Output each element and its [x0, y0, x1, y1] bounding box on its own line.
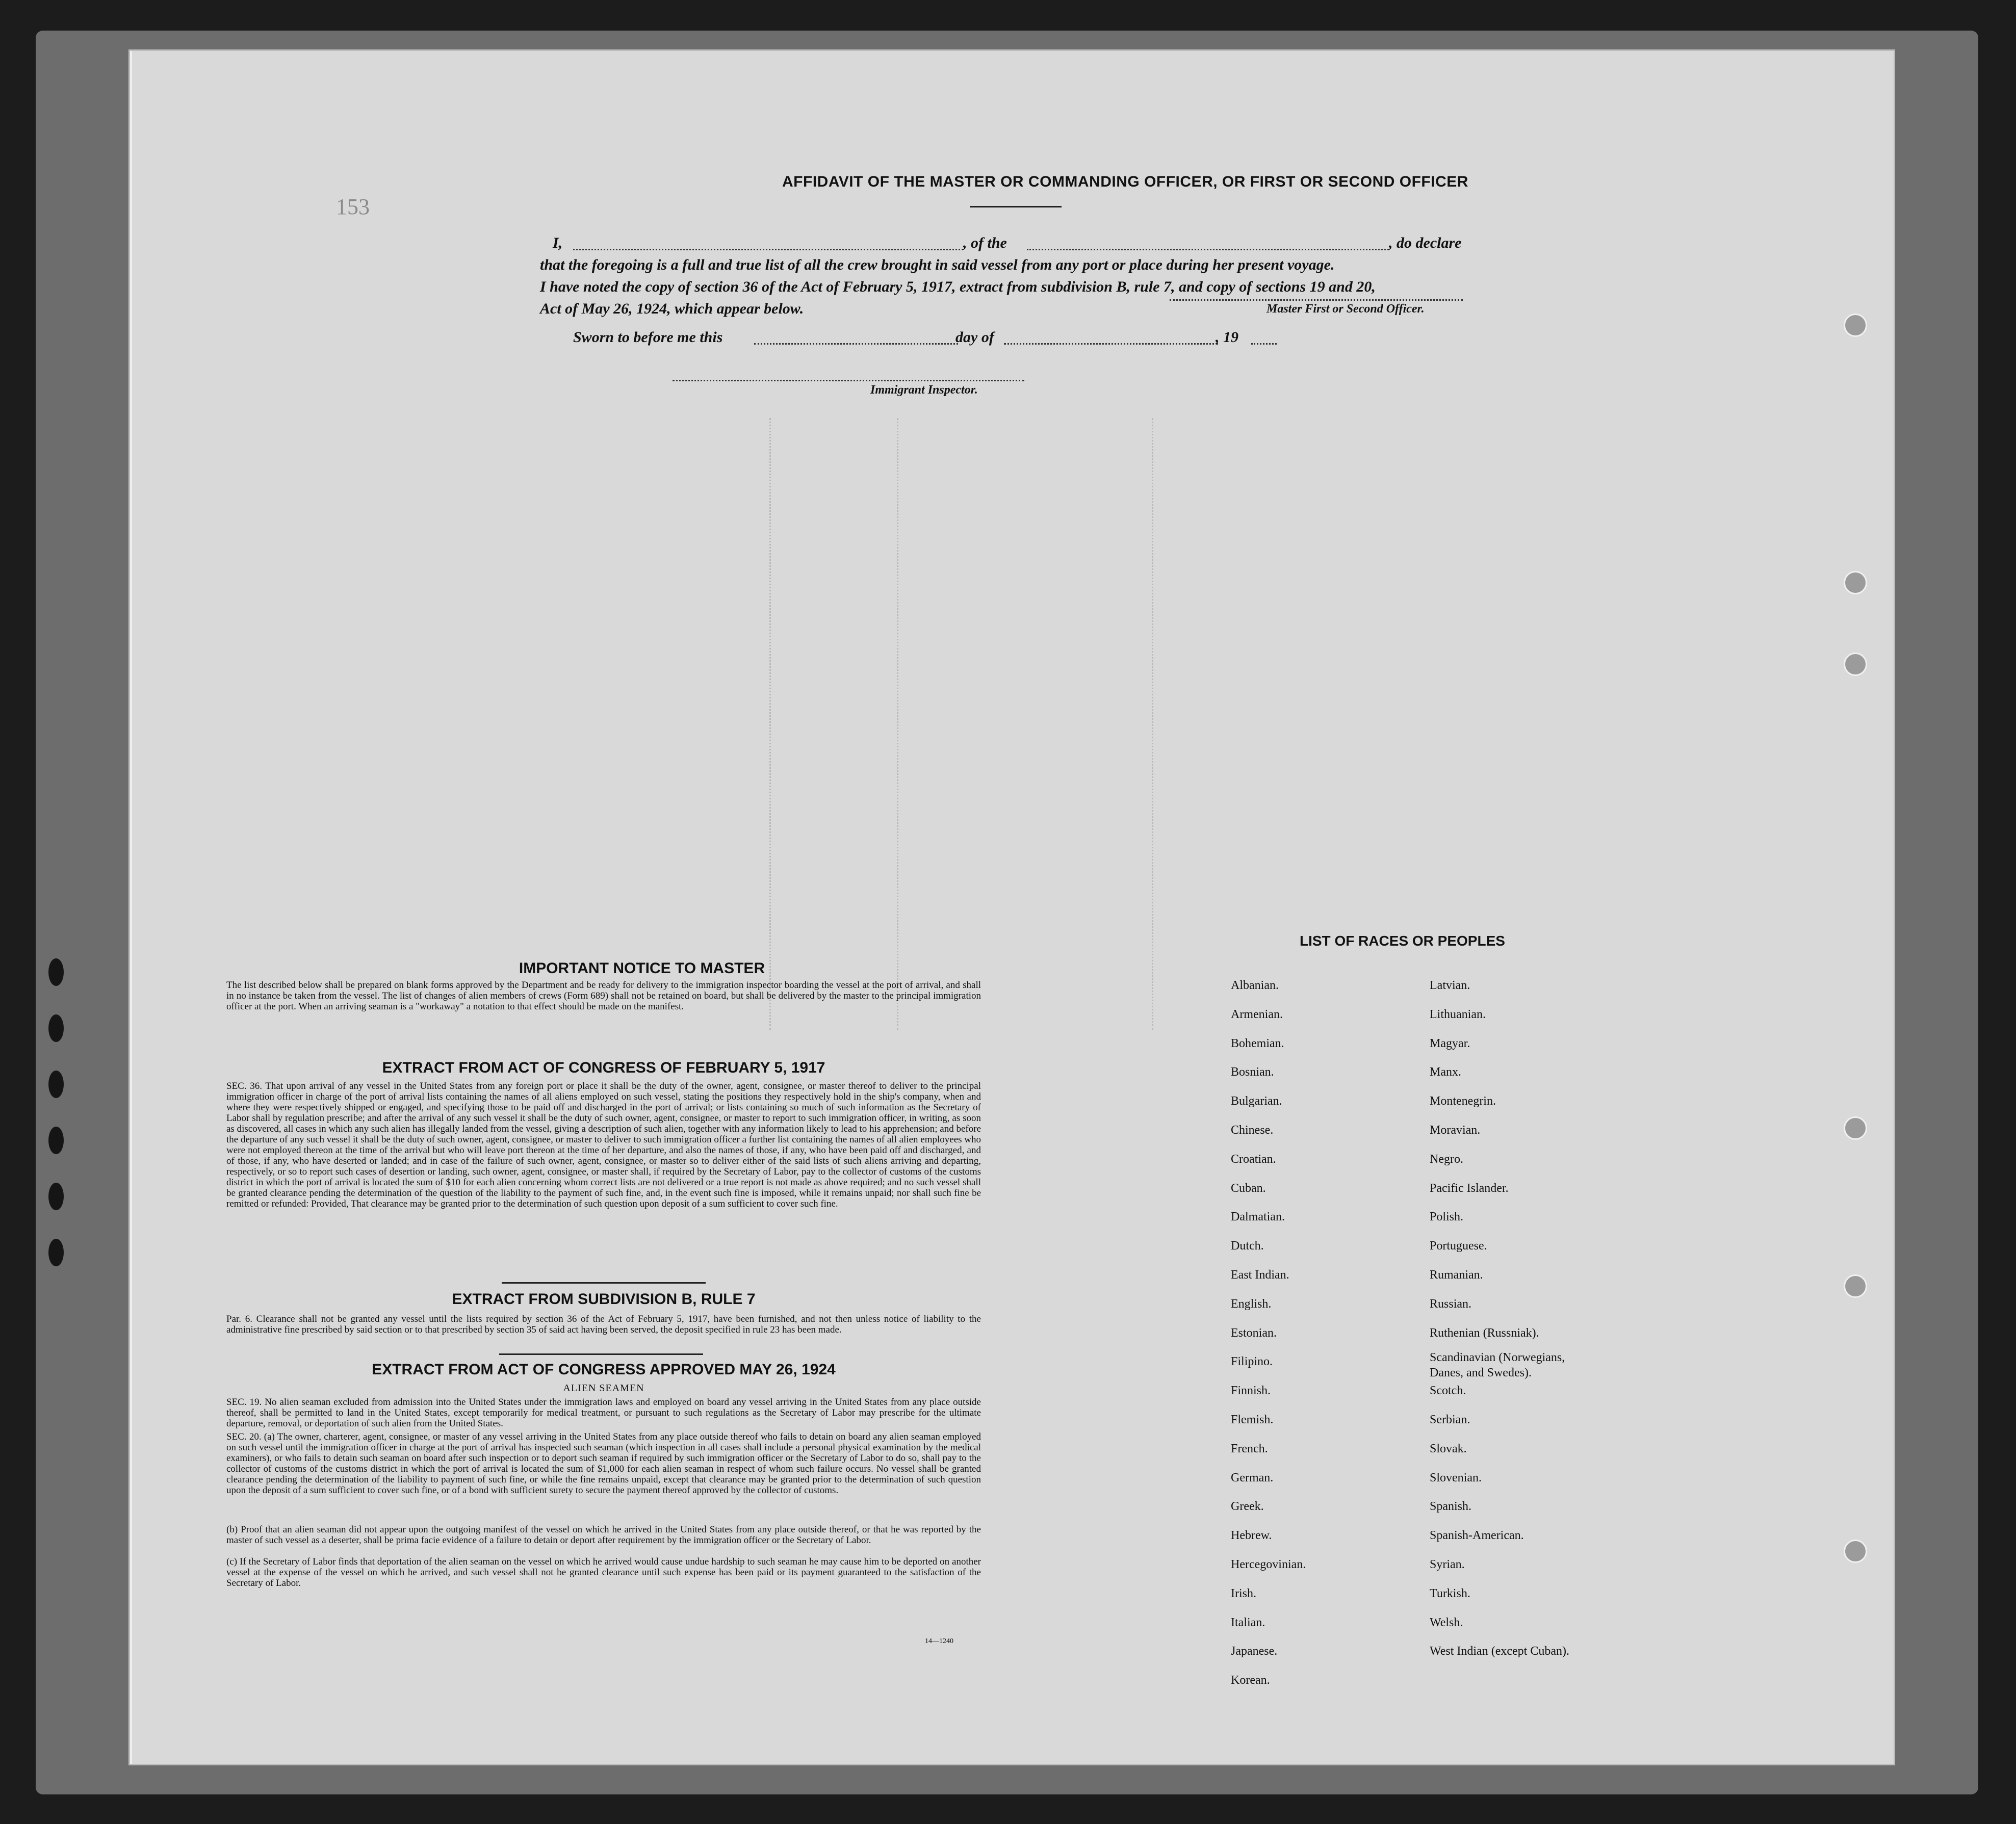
race-item: Negro.: [1430, 1152, 1463, 1166]
race-item: Bosnian.: [1231, 1065, 1274, 1079]
races-title: LIST OF RACES OR PEOPLES: [1300, 933, 1505, 949]
title-rule: [970, 206, 1062, 207]
binder-ring: [1844, 571, 1867, 594]
race-item: Chinese.: [1231, 1124, 1274, 1137]
race-item: Albanian.: [1231, 979, 1279, 992]
race-item: Estonian.: [1231, 1326, 1277, 1340]
race-item: East Indian.: [1231, 1268, 1289, 1282]
binder-ring: [1844, 653, 1867, 676]
race-item: Turkish.: [1430, 1586, 1470, 1600]
race-item: Latvian.: [1430, 979, 1470, 992]
sworn-day-blank[interactable]: [754, 343, 958, 345]
race-item: Spanish.: [1430, 1500, 1472, 1514]
sworn-year-blank[interactable]: [1251, 343, 1277, 345]
binder-hole: [48, 1071, 64, 1098]
race-item: French.: [1231, 1442, 1268, 1455]
race-item: Magyar.: [1430, 1036, 1470, 1050]
binder-ring: [1844, 1116, 1867, 1140]
binder-hole: [48, 1127, 64, 1154]
race-item: Lithuanian.: [1430, 1007, 1486, 1021]
inspector-label: Immigrant Inspector.: [870, 383, 978, 397]
subdivision-text: Par. 6. Clearance shall not be granted any vessel until the lists required by section 36 of the Act of February 5, 1917, have been furnished, and not then unless notice of liability to the administrative fine prescribed by said section or to that prescribed by section 35 of said act having been served, the deposit specified in rule 23 has been made.: [226, 1314, 981, 1335]
section-rule: [499, 1353, 703, 1355]
binder-hole: [48, 1183, 64, 1210]
race-item: Slovenian.: [1430, 1471, 1482, 1484]
race-item: English.: [1231, 1297, 1272, 1311]
name-blank[interactable]: [573, 249, 963, 250]
race-item: Moravian.: [1430, 1124, 1481, 1137]
day-of-label: day of: [955, 329, 994, 346]
race-item: Flemish.: [1231, 1413, 1274, 1426]
i-label: I,: [553, 234, 563, 251]
manifest-page: [130, 51, 1894, 1764]
extract-1917-text: SEC. 36. That upon arrival of any vessel in the United States from any foreign port or place it shall be the duty of the owner, agent, consignee, or master thereof to deliver to the principal immigration officer in charge of the port of arrival lists containing the names of all aliens employed on such vessel, stating the positions they respectively hold in the ship's company, when and where they were respectively shipped or engaged, and specifying those to be paid off and discharged in the port of arrival; or lists containing so much of such information as the Secretary of Labor shall by regulation prescribe; and after the arrival of any such vessel it shall be the duty of such owner, agent, consignee, or master to report to such immigration officer, in writing, as soon as discovered, all cases in which any such alien has illegally landed from the vessel, giving a description of such alien, together with any information likely to lead to his apprehension; and before the departure of any such vessel it shall be the duty of such owner, agent, consignee, or master to deliver to such immigration officer a further list containing the names of all alien employees who were not employed thereon at the time of the arrival but who will leave port thereon at the time of her departure, and also the names of those, if any, who have been paid off and discharged, and of those, if any, who have deserted or landed; and in case of the failure of such owner, agent, consignee, or master so to deliver either of the said lists of such aliens arriving and departing, respectively, or so to report such cases of desertion or landing, such owner, agent, consignee, or master shall, if required by the Secretary of Labor, pay to the collector of customs of the customs district in which the port of arrival is located the sum of $10 for each alien concerning whom correct lists are not delivered or a true report is not made as above required; and no such vessel shall be granted clearance pending the determination of the question of the liability to the payment of such fine, and, in the event such fine is imposed, while it remains unpaid; nor shall such fine be remitted or refunded: Provided, That clearance may be granted prior to the determination of such question upon deposit of a sum sufficient to cover such fine.: [226, 1081, 981, 1209]
race-item: Scotch.: [1430, 1384, 1466, 1398]
race-item: Japanese.: [1231, 1645, 1278, 1658]
extract-1924-title: EXTRACT FROM ACT OF CONGRESS APPROVED MAY 26, 1924: [372, 1361, 836, 1378]
race-item: Manx.: [1430, 1065, 1461, 1079]
affidavit-line: Act of May 26, 1924, which appear below.: [540, 300, 804, 317]
race-item: Portuguese.: [1430, 1239, 1487, 1253]
extract-1924-subtitle: ALIEN SEAMEN: [563, 1383, 644, 1394]
of-the-label: , of the: [963, 234, 1007, 251]
master-signature-line[interactable]: [1170, 299, 1463, 301]
race-item: Armenian.: [1231, 1007, 1283, 1021]
section-rule: [502, 1282, 706, 1284]
race-item: Greek.: [1231, 1500, 1264, 1514]
binder-hole: [48, 958, 64, 986]
binder-ring: [1844, 1540, 1867, 1563]
sec-20c-text: (c) If the Secretary of Labor finds that deportation of the alien seaman on the vessel on which he arrived would cause undue hardship to such seaman he may cause him to be deported on another vessel at the expense of the vessel on which he arrived, and such vessel shall not be granted clearance until such expense has been paid or its payment guaranteed to the satisfaction of the Secretary of Labor.: [226, 1556, 981, 1588]
binder-hole: [48, 1014, 64, 1042]
subdivision-title: EXTRACT FROM SUBDIVISION B, RULE 7: [452, 1291, 756, 1308]
race-item: West Indian (except Cuban).: [1430, 1645, 1569, 1658]
race-item: Italian.: [1231, 1615, 1265, 1629]
extract-1917-title: EXTRACT FROM ACT OF CONGRESS OF FEBRUARY 5, 1917: [382, 1059, 825, 1076]
race-item: Hebrew.: [1231, 1529, 1272, 1543]
race-item: Russian.: [1430, 1297, 1472, 1311]
affidavit-title: AFFIDAVIT OF THE MASTER OR COMMANDING OFFICER, OR FIRST OR SECOND OFFICER: [782, 173, 1468, 190]
binder-ring: [1844, 314, 1867, 337]
bleed-through-line: [897, 418, 898, 1030]
binder-ring: [1844, 1274, 1867, 1298]
race-item: Dutch.: [1231, 1239, 1264, 1253]
race-item: Slovak.: [1430, 1442, 1467, 1455]
race-item: Irish.: [1231, 1586, 1256, 1600]
race-item: Pacific Islander.: [1430, 1181, 1509, 1195]
notice-text: The list described below shall be prepared on blank forms approved by the Department and be ready for delivery to the immigration inspector boarding the vessel at the port of arrival, and shall in no instance be taken from the vessel. The list of changes of alien members of crews (Form 689) shall not be retained on board, but shall be delivered by the master to the principal immigration officer at the port. When an arriving seaman is a "workaway" a notation to that effect should be made on the manifest.: [226, 980, 981, 1012]
race-item: Polish.: [1430, 1210, 1464, 1224]
race-item: Korean.: [1231, 1674, 1270, 1687]
race-item: Filipino.: [1231, 1355, 1273, 1369]
race-item: Montenegrin.: [1430, 1095, 1496, 1108]
race-item: Serbian.: [1430, 1413, 1470, 1426]
race-item: Ruthenian (Russniak).: [1430, 1326, 1539, 1340]
sworn-month-blank[interactable]: [1004, 343, 1218, 345]
affidavit-line: that the foregoing is a full and true list of all the crew brought in said vessel from any port or place during her present voyage.: [540, 256, 1335, 273]
inspector-signature-line[interactable]: [673, 380, 1024, 381]
sec-20b-text: (b) Proof that an alien seaman did not appear upon the outgoing manifest of the vessel on which he arrived in the United States from any place outside thereof, or that he was reported by the master of such vessel as a deserter, shall be prima facie evidence of a failure to detain or deport after requirement by the immigration officer or the Secretary of Labor.: [226, 1524, 981, 1546]
race-item: Cuban.: [1231, 1181, 1266, 1195]
race-item: Scandinavian (Norwegians,: [1430, 1351, 1565, 1365]
declare-label: , do declare: [1389, 234, 1462, 251]
sec-19-text: SEC. 19. No alien seaman excluded from admission into the United States under the immigration laws and employed on board any vessel arriving in the United States from any place outside thereof, shall be permitted to land in the United States, except temporarily for medical treatment, or pursuant to such regulations as the Secretary of Labor may prescribe for the ultimate departure, removal, or deportation of such alien from the United States.: [226, 1397, 981, 1429]
race-item: Dalmatian.: [1231, 1210, 1285, 1224]
affidavit-line: I have noted the copy of section 36 of the Act of February 5, 1917, extract from subdivision B, rule 7, and copy of sections 19 and 20,: [540, 278, 1376, 295]
race-item: Welsh.: [1430, 1615, 1463, 1629]
binder-hole: [48, 1239, 64, 1266]
margin-number: 153: [336, 194, 370, 219]
race-item: Hercegovinian.: [1231, 1558, 1306, 1571]
notice-title: IMPORTANT NOTICE TO MASTER: [519, 960, 765, 977]
race-item: Finnish.: [1231, 1384, 1271, 1398]
race-item: Rumanian.: [1430, 1268, 1483, 1282]
vessel-blank[interactable]: [1027, 249, 1389, 250]
race-item: Bohemian.: [1231, 1036, 1284, 1050]
race-item: Danes, and Swedes).: [1430, 1366, 1532, 1380]
race-item: Bulgarian.: [1231, 1095, 1282, 1108]
bleed-through-line: [769, 418, 771, 1030]
sworn-label: Sworn to before me this: [573, 329, 723, 346]
master-label: Master First or Second Officer.: [1267, 302, 1425, 316]
year-label: , 19: [1216, 329, 1238, 346]
bleed-through-line: [1152, 418, 1153, 1030]
form-number: 14—1240: [925, 1637, 953, 1645]
sec-20a-text: SEC. 20. (a) The owner, charterer, agent, consignee, or master of any vessel arriving in the United States from any place outside thereof who fails to detain on board any alien seaman employed on such vessel until the immigration officer in charge at the port of arrival has inspected such seaman (which inspection in all cases shall include a personal physical examination by the medical examiners), or who fails to detain such seaman on board after such inspection or to deport such seaman if required by such immigration officer or the Secretary of Labor to do so, shall pay to the collector of customs of the customs district in which the port of arrival is located the sum of $1,000 for each alien seaman in respect of whom such failure occurs. No vessel shall be granted clearance pending the determination of the liability to payment of such fine, or while the fine remains unpaid, except that clearance may be granted prior to the determination of such question upon the deposit of a sum sufficient to cover such fine, or of a bond with sufficient surety to secure the payment thereof approved by the collector of customs.: [226, 1431, 981, 1496]
race-item: Spanish-American.: [1430, 1529, 1524, 1543]
race-item: Croatian.: [1231, 1152, 1276, 1166]
race-item: Syrian.: [1430, 1558, 1465, 1571]
race-item: German.: [1231, 1471, 1274, 1484]
